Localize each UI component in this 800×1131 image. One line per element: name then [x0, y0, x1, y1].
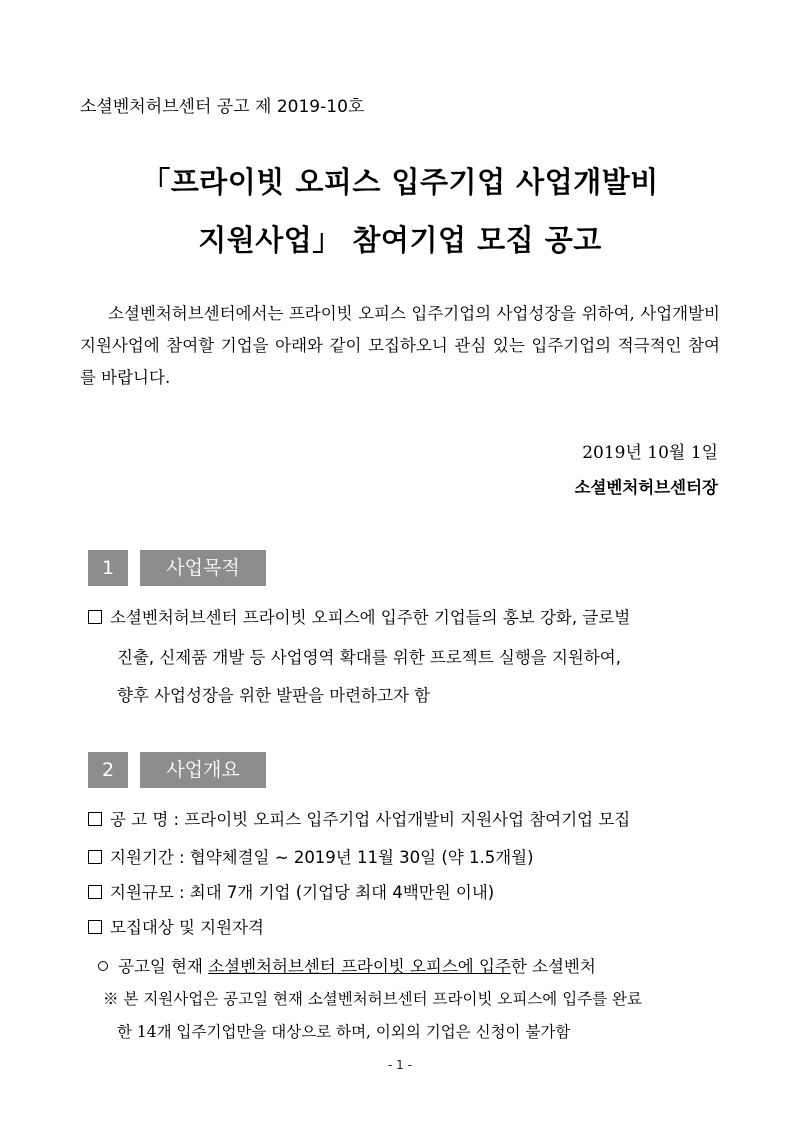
title-line-1: 「프라이빗 오피스 입주기업 사업개발비	[141, 165, 659, 199]
eligibility-sub-item: 공고일 현재 소셜벤처허브센터 프라이빗 오피스에 입주한 소셜벤처	[98, 953, 596, 977]
section-2-label: 사업개요	[140, 752, 266, 788]
item-notice-name: 공 고 명 : 프라이빗 오피스 입주기업 사업개발비 지원사업 참여기업 모집	[110, 810, 631, 829]
section-2-item	[88, 848, 534, 868]
section-2-item	[88, 810, 630, 830]
item-eligibility: 모집대상 및 지원자격	[110, 918, 264, 937]
checkbox-square-icon	[88, 812, 102, 826]
signer: 소셜벤처허브센터장	[574, 478, 718, 497]
item-support-period: 지원기간 : 협약체결일 ~ 2019년 11월 30일 (약 1.5개월)	[110, 848, 534, 867]
title-line-2: 지원사업」 참여기업 모집 공고	[198, 223, 602, 257]
page-number: - 1 -	[388, 1058, 412, 1072]
section-1-item	[88, 608, 630, 628]
item-support-scale: 지원규모 : 최대 7개 기업 (기업당 최대 4백만원 이내)	[110, 883, 495, 902]
section-1-number: 1	[88, 550, 128, 586]
checkbox-square-icon	[88, 850, 102, 864]
notice-date: 2019년 10월 1일	[582, 443, 718, 463]
circle-bullet-icon	[98, 961, 108, 971]
checkbox-square-icon	[88, 610, 102, 624]
notice-number: 소셜벤처허브센터 공고 제 2019-10호	[80, 97, 365, 117]
section-2-number: 2	[88, 752, 128, 788]
intro-paragraph: 소셜벤처허브센터에서는 프라이빗 오피스 입주기업의 사업성장을 위하여, 사업개발비 지원사업에 참여할 기업을 아래와 같이 모집하오니 관심 있는 입주기업의 적극적인 참여를 바랍니다.	[80, 304, 720, 387]
checkbox-square-icon	[88, 885, 102, 899]
section-2-item	[88, 918, 264, 938]
eligibility-note-line-1: ※ 본 지원사업은 공고일 현재 소셜벤처허브센터 프라이빗 오피스에 입주를 완료	[103, 990, 642, 1008]
section-1-line-1: 소셜벤처허브센터 프라이빗 오피스에 입주한 기업들의 홍보 강화, 글로벌	[110, 608, 631, 627]
section-1-line-3: 향후 사업성장을 위한 발판을 마련하고자 함	[117, 686, 431, 705]
checkbox-square-icon	[88, 920, 102, 934]
section-1-label: 사업목적	[140, 550, 266, 586]
section-1-line-2: 진출, 신제품 개발 등 사업영역 확대를 위한 프로젝트 실행을 지원하여,	[117, 648, 621, 667]
eligibility-note-line-2: 한 14개 입주기업만을 대상으로 하며, 이외의 기업은 신청이 불가함	[117, 1023, 571, 1041]
section-2-item	[88, 883, 494, 903]
